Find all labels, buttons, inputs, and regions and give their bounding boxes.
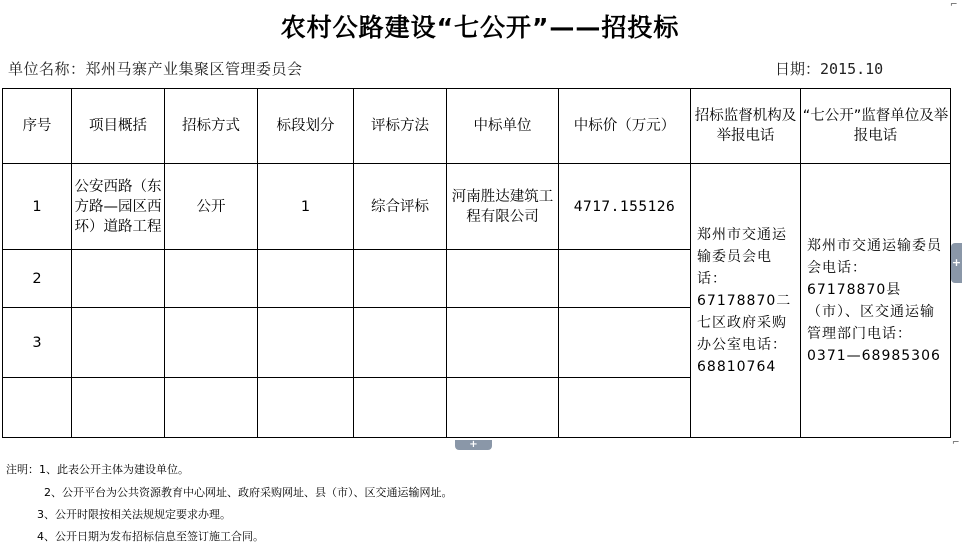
cell-supervision-contact: 郑州市交通运输委员会电话：67178870二七区政府采购办公室电话：68810764 (691, 164, 801, 438)
cell-evaluation: 综合评标 (354, 164, 447, 250)
cell-method (165, 308, 258, 378)
expand-columns-button[interactable] (951, 243, 962, 283)
header-cell-supervision: 招标监督机构及举报电话 (691, 89, 801, 164)
note-item: 2、公开平台为公共资源教育中心网址、政府采购网址、县（市）、区交通运输网址。 (44, 486, 453, 499)
note-item: 4、公开日期为发布招标信息至签订施工合同。 (37, 530, 264, 543)
header-cell-evaluation: 评标方法 (354, 89, 447, 164)
header-cell-winner: 中标单位 (447, 89, 559, 164)
cell-no (3, 378, 72, 438)
cell-method (165, 250, 258, 308)
cell-no: 3 (3, 308, 72, 378)
cell-evaluation (354, 378, 447, 438)
cell-section: 1 (258, 164, 354, 250)
cell-project (72, 378, 165, 438)
cell-project (72, 250, 165, 308)
cell-winner: 河南胜达建筑工程有限公司 (447, 164, 559, 250)
header-cell-project: 项目概括 (72, 89, 165, 164)
cell-method: 公开 (165, 164, 258, 250)
cell-price (559, 378, 691, 438)
cell-project (72, 308, 165, 378)
date-label: 日期：2015.10 (775, 60, 884, 78)
cell-seven-open-contact: 郑州市交通运输委员会电话：67178870县（市）、区交通运输管理部门电话：0371—68985306 (801, 164, 951, 438)
header-row (3, 89, 951, 164)
note-item: 注明：1、此表公开主体为建设单位。 (6, 463, 189, 476)
page-title: 农村公路建设“七公开”——招投标 (280, 13, 680, 42)
expand-rows-button[interactable] (455, 440, 492, 450)
header-cell-section: 标段划分 (258, 89, 354, 164)
cell-no: 1 (3, 164, 72, 250)
cell-price (559, 308, 691, 378)
cell-method (165, 378, 258, 438)
cell-winner (447, 250, 559, 308)
bidding-table (2, 88, 951, 438)
corner-marker-icon: ⌐ (952, 438, 960, 448)
unit-name: 单位名称：郑州马寨产业集聚区管理委员会 (8, 60, 303, 78)
cell-project: 公安西路（东方路—园区西环）道路工程 (72, 164, 165, 250)
table-row (3, 164, 951, 250)
cell-section (258, 308, 354, 378)
corner-marker-icon: ⌐ (950, 0, 958, 10)
cell-price (559, 250, 691, 308)
plus-icon: + (469, 439, 478, 450)
header-cell-no: 序号 (3, 89, 72, 164)
header-cell-seven-open: “七公开”监督单位及举报电话 (801, 89, 951, 164)
cell-winner (447, 308, 559, 378)
note-item: 3、公开时限按相关法规规定要求办理。 (37, 508, 231, 521)
cell-winner (447, 378, 559, 438)
cell-evaluation (354, 250, 447, 308)
cell-evaluation (354, 308, 447, 378)
plus-icon: + (951, 256, 962, 269)
cell-section (258, 378, 354, 438)
header-cell-price: 中标价（万元） (559, 89, 691, 164)
cell-section (258, 250, 354, 308)
cell-price: 4717.155126 (559, 164, 691, 250)
header-cell-method: 招标方式 (165, 89, 258, 164)
cell-no: 2 (3, 250, 72, 308)
